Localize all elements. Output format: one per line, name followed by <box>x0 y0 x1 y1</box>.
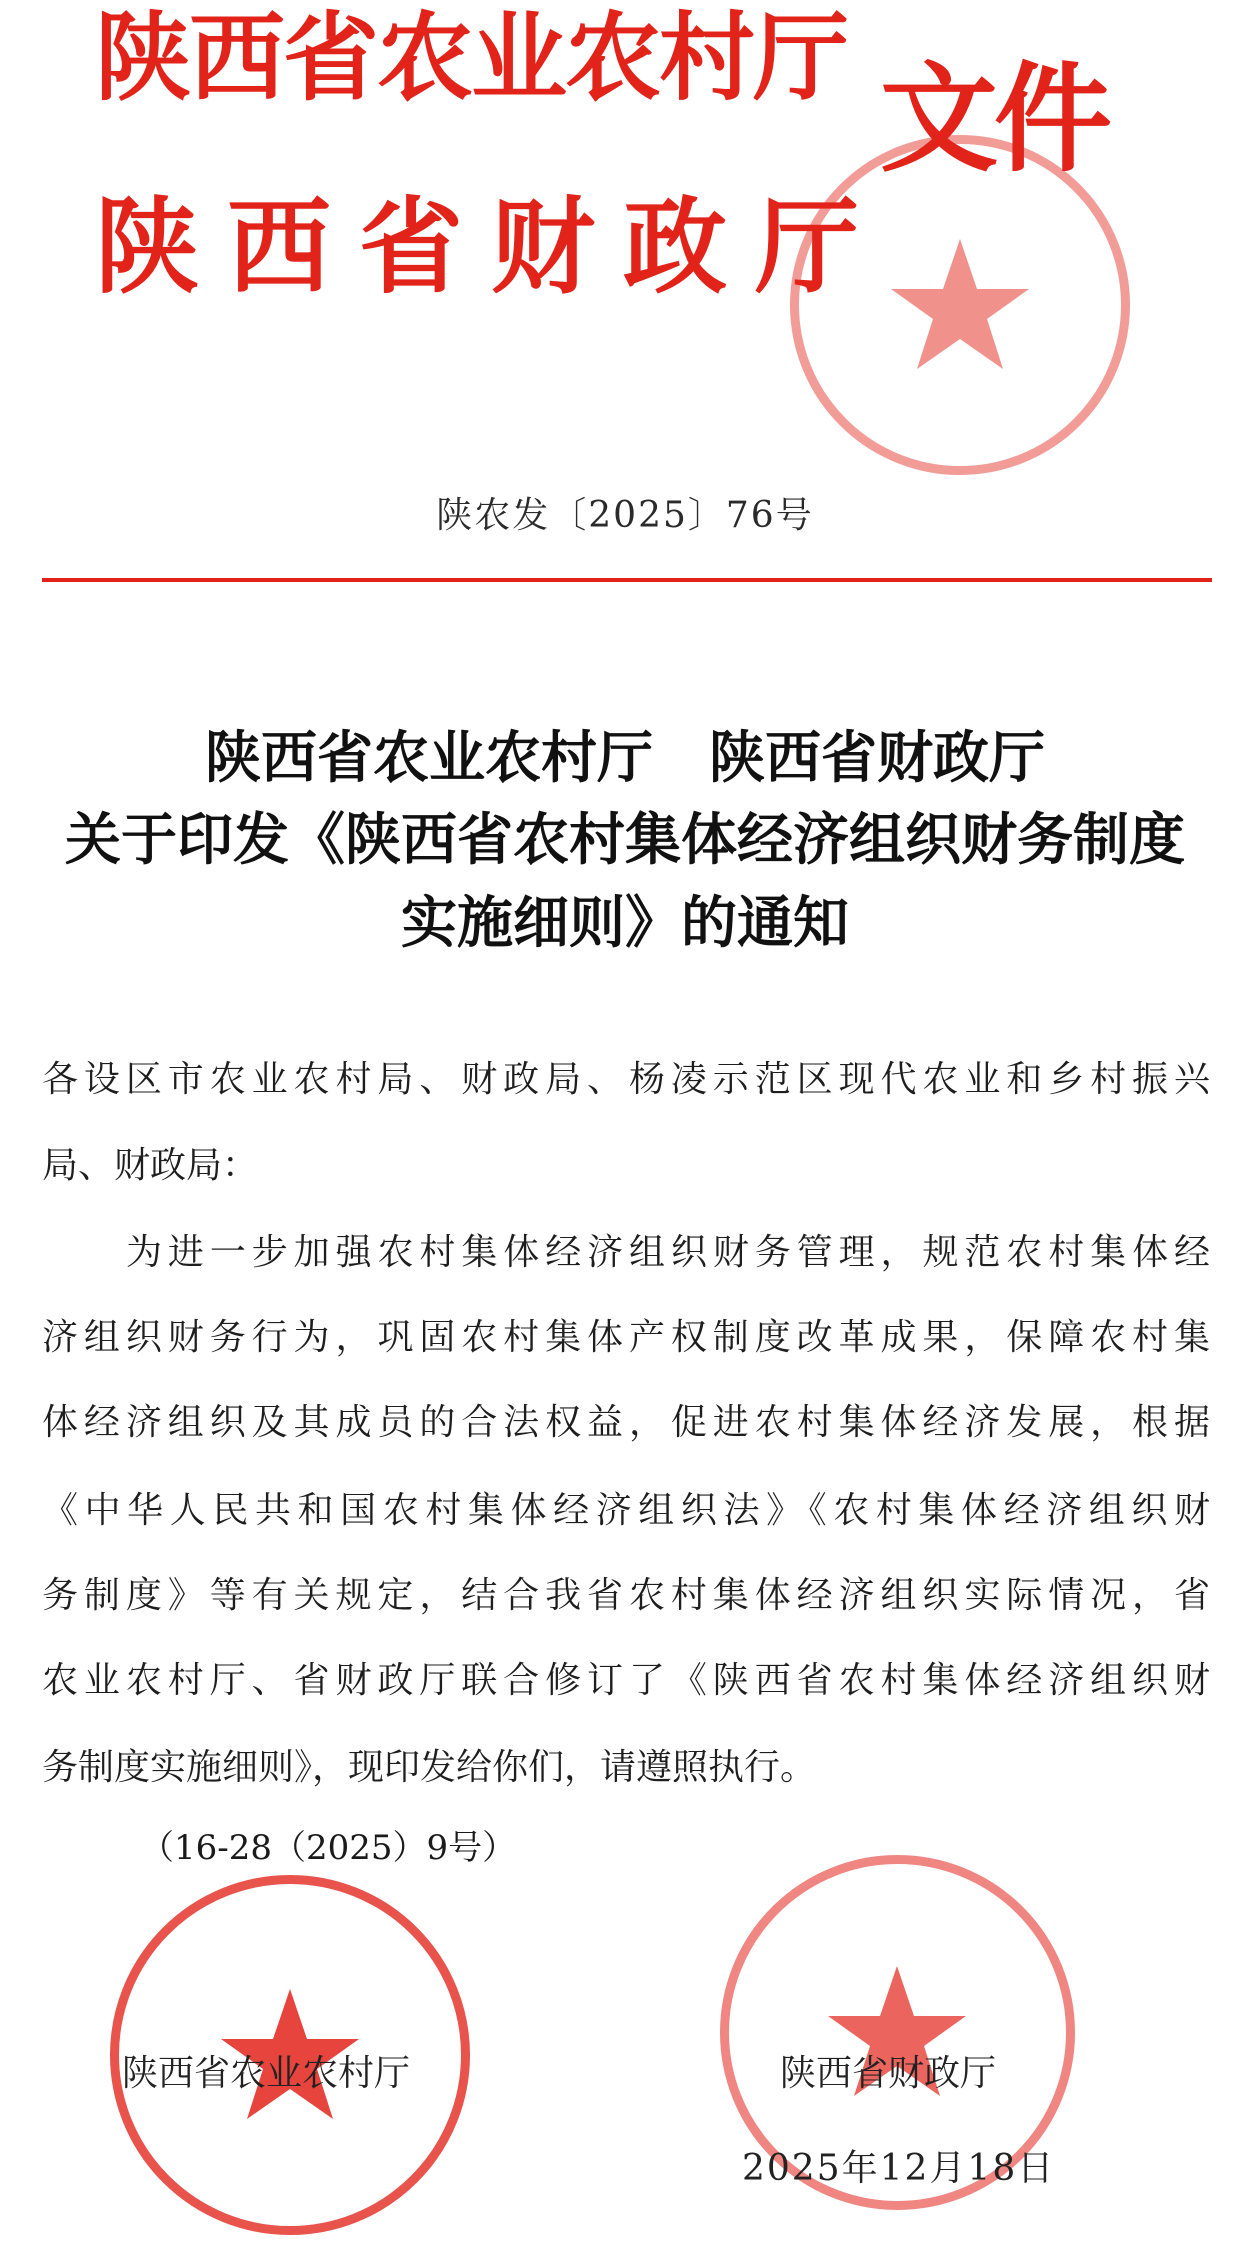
body-line: 《中华人民共和国农村集体经济组织法》《农村集体经济组织财 <box>42 1490 1210 1531</box>
red-divider <box>42 578 1212 582</box>
body-line: 农业农村厅、省财政厅联合修订了《陕西省农村集体经济组织财 <box>42 1660 1210 1701</box>
official-seal-top <box>790 135 1130 475</box>
header-issuer-finance: 陕西省财政厅 <box>95 186 888 308</box>
issue-date: 2025年12月18日 <box>742 2148 1056 2189</box>
title-line-1: 陕西省农业农村厅 陕西省财政厅 <box>205 725 1045 791</box>
body-line: 济组织财务行为，巩固农村集体产权制度改革成果，保障农村集 <box>42 1317 1210 1358</box>
body-line: 务制度》等有关规定，结合我省农村集体经济组织实际情况，省 <box>42 1575 1210 1616</box>
signer-finance: 陕西省财政厅 <box>780 2053 997 2094</box>
seal-star-icon <box>799 144 1121 466</box>
signer-agriculture: 陕西省农业农村厅 <box>122 2053 411 2094</box>
reference-number: （16-28（2025）9号） <box>140 1828 517 1868</box>
title-line-2: 关于印发《陕西省农村集体经济组织财务制度 <box>65 807 1185 873</box>
body-line: 体经济组织及其成员的合法权益，促进农村集体经济发展，根据 <box>42 1402 1210 1443</box>
header-document-label: 文件 <box>880 50 1109 188</box>
header-issuer-agriculture: 陕西省农业农村厅 <box>95 2 847 114</box>
document-number: 陕农发〔2025〕76号 <box>436 495 814 536</box>
body-line: 局、财政局： <box>42 1145 259 1186</box>
body-line: 务制度实施细则》，现印发给你们，请遵照执行。 <box>42 1747 817 1788</box>
body-line: 各设区市农业农村局、财政局、杨凌示范区现代农业和乡村振兴 <box>42 1059 1210 1100</box>
title-line-3: 实施细则》的通知 <box>401 890 849 956</box>
body-line: 为进一步加强农村集体经济组织财务管理，规范农村集体经 <box>126 1232 1210 1273</box>
